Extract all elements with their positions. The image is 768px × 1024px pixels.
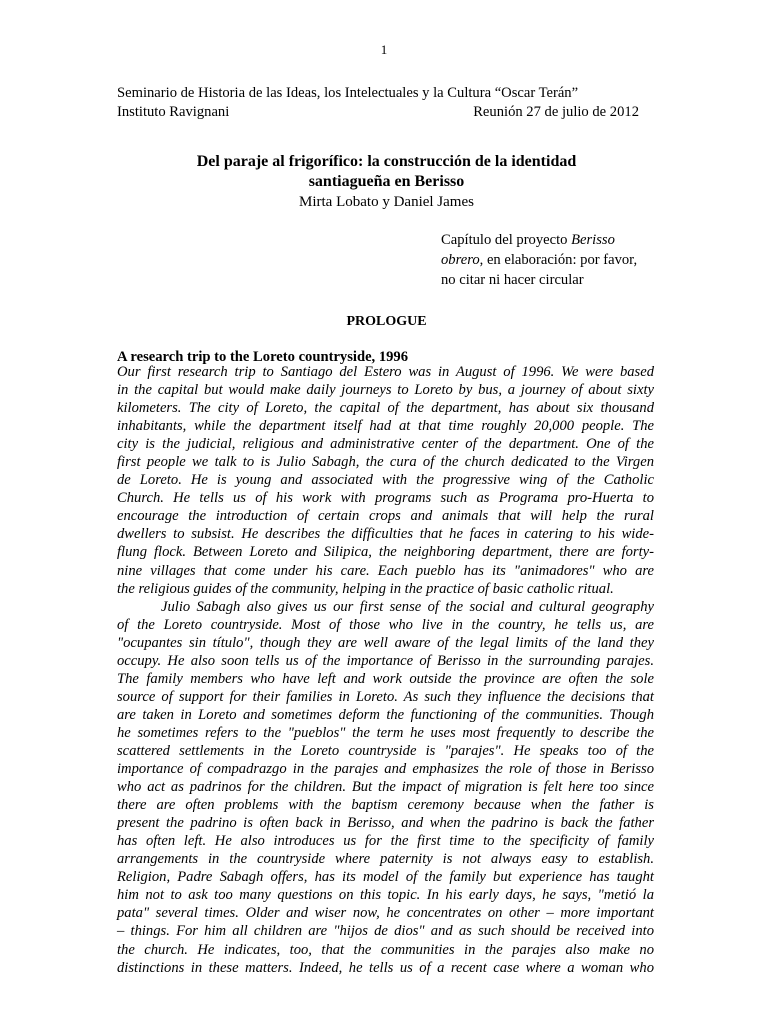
- note-text-3: no citar ni hacer circular: [441, 272, 584, 288]
- body-text: [117, 363, 654, 977]
- body-line: de Loreto. He is young and associated with the progressive wing of the Catholic: [117, 472, 654, 489]
- body-line: source of support for their families in Loreto. As such they influence the decisions that: [117, 688, 654, 705]
- body-line: The family members who have left and work outside the province are often the sole: [117, 670, 654, 687]
- body-line: present the padrino is often back in Berisso, and when the padrino is back the father: [117, 815, 654, 832]
- body-line: importance of compadrazgo in the parajes and emphasizes the role of those in Berisso: [117, 761, 654, 778]
- body-line: arrangements in the countryside where paternity is not always easy to establish.: [117, 851, 654, 868]
- seminar-header: [117, 84, 656, 122]
- body-line: distinctions in these matters. Indeed, he tells us of a recent case where a woman who: [117, 959, 654, 976]
- body-line: – things. For him all children are "hijos de dios" and as such should be received into: [117, 923, 654, 940]
- body-line: Julio Sabagh also gives us our first sense of the social and cultural geography: [161, 598, 654, 615]
- note-text-1: Capítulo del proyecto: [441, 232, 572, 248]
- body-line: occupy. He also soon tells us of the importance of Berisso in the surrounding parajes.: [117, 652, 654, 669]
- body-line: encourage the introduction of certain crops and animals that will help the rural: [117, 508, 654, 525]
- note-italic-1: Berisso: [571, 232, 615, 248]
- body-line: the church. He indicates, too, that the communities in the parajes also make no: [117, 941, 654, 958]
- body-line: city is the judicial, religious and administrative center of the department. One of the: [117, 436, 654, 453]
- prologue-heading: PROLOGUE: [346, 314, 427, 329]
- meeting-date: Reunión 27 de julio de 2012: [473, 104, 639, 120]
- institute-line: [117, 103, 656, 122]
- body-line: flung flock. Between Loreto and Silipica, the neighboring department, there are forty-: [117, 544, 654, 561]
- body-line: there are often problems with the baptism ceremony because when the father is: [117, 797, 654, 814]
- page-number: 1: [380, 42, 388, 57]
- body-line: inhabitants, while the department itself had at that time roughly 20,000 people. The: [117, 418, 654, 435]
- authors: Mirta Lobato y Daniel James: [299, 194, 474, 210]
- body-line: Religion, Padre Sabagh offers, has its model of the family but experience has taught: [117, 869, 654, 886]
- title-line-2: santiagueña en Berisso: [308, 173, 465, 190]
- seminar-title-line: Seminario de Historia de las Ideas, los Intelectuales y la Cultura “Oscar Terán”: [117, 85, 579, 101]
- note-italic-2: obrero: [441, 252, 480, 268]
- body-line: of the Loreto countryside. Most of those who live in the country, he tells us, are: [117, 616, 654, 633]
- body-line: in the capital but would make daily journeys to Loreto by bus, a journey of about sixty: [117, 382, 654, 399]
- body-line: first people we talk to is Julio Sabagh, the cura of the church dedicated to the Virgen: [117, 454, 654, 471]
- section-heading: A research trip to the Loreto countryside, 1996: [117, 349, 409, 365]
- title-block: [117, 152, 656, 212]
- body-line: him not to ask too many questions on this topic. In his early days, he says, "metió la: [117, 887, 654, 904]
- body-line: nine villages that come under his care. Each pueblo has its "animadores" who are: [117, 562, 654, 579]
- body-line: he sometimes refers to the "pueblos" the term he uses most frequently to describe the: [117, 724, 654, 741]
- body-line: kilometers. The city of Loreto, the capital of the department, has about six thousand: [117, 400, 654, 417]
- institute-name: Instituto Ravignani: [117, 104, 230, 120]
- body-line: Church. He tells us of his work with programs such as Programa pro-Huerta to: [117, 490, 654, 507]
- body-line: Our first research trip to Santiago del Estero was in August of 1996. We were based: [117, 364, 654, 380]
- title-line-1: Del paraje al frigorífico: la construcción de la identidad: [196, 153, 577, 170]
- citation-note: [441, 230, 661, 290]
- body-line: who act as padrinos for the children. But the impact of migration is felt here too since: [117, 779, 654, 796]
- body-line: the religious guides of the community, helping in the practice of basic catholic ritual.: [117, 580, 614, 597]
- body-line: are taken in Loreto and sometimes deform the functioning of the communities. Though: [117, 706, 654, 723]
- body-line: scattered settlements in the Loreto countryside is "parajes". He speaks too of the: [117, 742, 654, 759]
- body-line: "ocupantes sin título", though they are well aware of the legal limits of the land they: [117, 634, 654, 651]
- note-text-2: , en elaboración: por favor,: [479, 252, 638, 268]
- body-line: has often left. He also introduces us for the first time to the specificity of family: [117, 833, 654, 850]
- body-line: pata" several times. Older and wiser now, he concentrates on other – more important: [117, 905, 654, 922]
- body-line: dwellers to subsist. He describes the difficulties that he faces in catering to his wide-: [117, 526, 654, 543]
